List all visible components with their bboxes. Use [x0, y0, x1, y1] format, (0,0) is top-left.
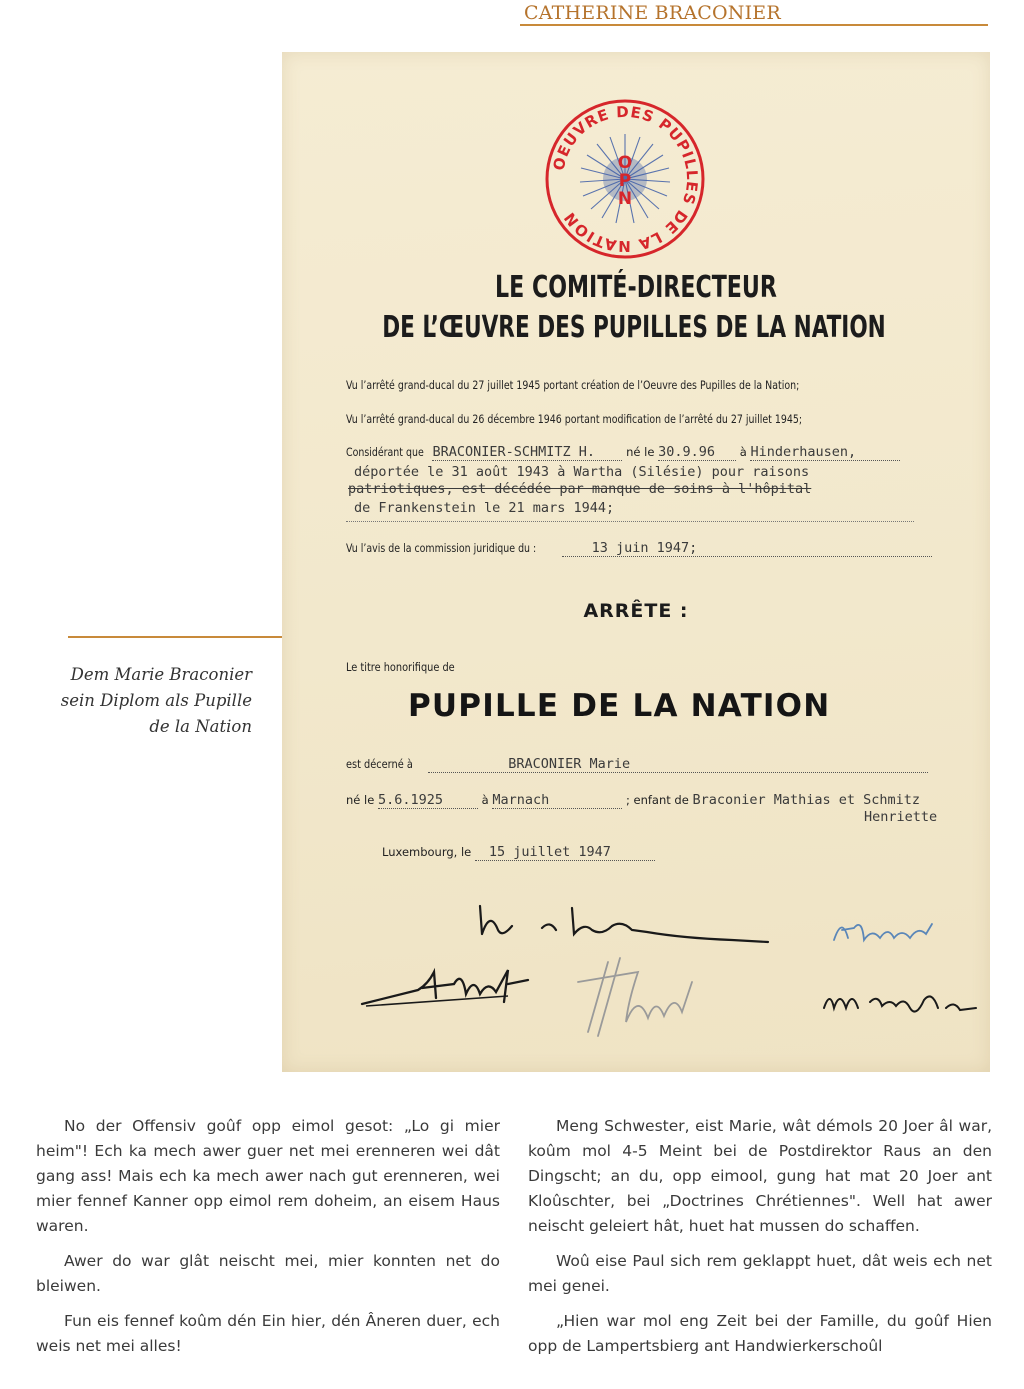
titre-honorifique-label: Le titre honorifique de: [346, 660, 455, 674]
enfant-de-label: ; enfant de: [625, 793, 689, 807]
caption-line: de la Nation: [149, 717, 252, 736]
a-label: à: [739, 445, 747, 459]
arrete-heading: ARRÊTE :: [583, 600, 689, 622]
ne-le-label: né le: [346, 793, 375, 807]
birth-line: [346, 792, 920, 809]
running-header: CATHERINE BRACONIER: [524, 2, 781, 24]
parent-name: BRACONIER-SCHMITZ H.: [432, 444, 622, 461]
seal-monogram-n: N: [617, 189, 633, 209]
ne-le-label: né le: [626, 445, 655, 459]
body-paragraph: No der Offensiv goûf opp eimol gesot: „Lo gi mier heim"! Ech ka mech awer guer net mei erenneren wei dât gang ass! Mais ech ka mech awer nach gut erenneren, wei mier fennef Kanner opp eimol rem doheim, an eisem Haus waren.: [36, 1117, 500, 1235]
parents-line2: Henriette: [864, 809, 938, 825]
considerant-line4: de Frankenstein le 21 mars 1944;: [354, 500, 615, 516]
body-paragraph: Fun eis fennef koûm dén Ein hier, dén Âneren duer, ech weis net mei alles!: [36, 1312, 500, 1355]
considerant-line2: déportée le 31 août 1943 à Wartha (Silésie) pour raisons: [354, 464, 810, 480]
signature-4: [568, 952, 698, 1042]
place-date-line: [382, 844, 655, 861]
parents-line1: Braconier Mathias et Schmitz: [692, 792, 921, 808]
body-column-right: [528, 1114, 992, 1369]
decerne-label: est décerné à: [346, 757, 413, 771]
caption-line: sein Diplom als Pupille: [60, 691, 252, 710]
body-paragraph: Woû eise Paul sich rem geklappt huet, dât weis ech net mei genei.: [528, 1252, 992, 1295]
vu-arrete-1946: Vu l’arrêté grand-ducal du 26 décembre 1946 portant modification de l’arrêté du 27 juillet 1945;: [346, 412, 803, 426]
diploma-document: [282, 52, 990, 1072]
seal-ring-text: OEUVRE DES PUPILLES DE LA NATION: [549, 102, 702, 256]
seal-monogram-p: P: [618, 171, 632, 191]
diploma-title-line2: DE L’ŒUVRE DES PUPILLES DE LA NATION: [382, 310, 886, 345]
caption-line: Dem Marie Braconier: [70, 665, 252, 684]
photo-caption: [42, 662, 252, 740]
considerant-line3: patriotiques, est décédée par manque de soins à l'hôpital: [348, 481, 812, 497]
signature-1: [472, 900, 772, 950]
recipient-birth-place: Marnach: [492, 792, 622, 809]
seal-monogram-o: O: [617, 153, 633, 173]
recipient-birth-date: 5.6.1925: [378, 792, 478, 809]
issue-date: 15 juillet 1947: [475, 844, 655, 861]
avis-date: 13 juin 1947;: [562, 540, 932, 557]
body-paragraph: Meng Schwester, eist Marie, wât démols 20 Joer âl war, koûm mol 4-5 Meint bei de Postdirektor Raus an den Dingscht; an du, opp eimool, gung hat mat 20 Joer ant Kloûschter, bei „Doctrines Chrétiennes". Well hat awer neischt geleiert hât, huet hat mussen do schaffen.: [528, 1117, 992, 1235]
body-paragraph: „Hien war mol eng Zeit bei der Famille, du goûf Hien opp de Lampertsbierg ant Handwierkerschoûl: [528, 1312, 992, 1355]
opn-seal-icon: [540, 94, 710, 264]
place-label: Luxembourg, le: [382, 845, 472, 859]
vu-arrete-1945: Vu l’arrêté grand-ducal du 27 juillet 1945 portant création de l’Oeuvre des Pupilles de la Nation;: [346, 378, 800, 392]
considerant-line: [346, 444, 900, 461]
header-rule: [520, 24, 988, 26]
diploma-title-line1: LE COMITÉ-DIRECTEUR: [495, 270, 777, 305]
body-column-left: [36, 1114, 500, 1369]
considerant-label: Considérant que: [346, 445, 424, 459]
caption-rule: [68, 636, 308, 638]
parent-birth-date: 30.9.96: [658, 444, 736, 461]
body-paragraph: Awer do war glât neischt mei, mier konnten net do bleiwen.: [36, 1252, 500, 1295]
avis-line: [346, 540, 932, 557]
recipient-name: BRACONIER Marie: [428, 756, 928, 773]
parent-birth-place: Hinderhausen,: [750, 444, 900, 461]
a-label: à: [481, 793, 489, 807]
signature-3: [358, 960, 538, 1010]
signature-2: [828, 910, 938, 950]
decerne-line: [346, 756, 928, 773]
signature-5: [820, 980, 980, 1020]
honorific-title: PUPILLE DE LA NATION: [408, 688, 831, 724]
avis-label: Vu l’avis de la commission juridique du :: [346, 541, 537, 555]
considerant-rule: [346, 521, 914, 522]
